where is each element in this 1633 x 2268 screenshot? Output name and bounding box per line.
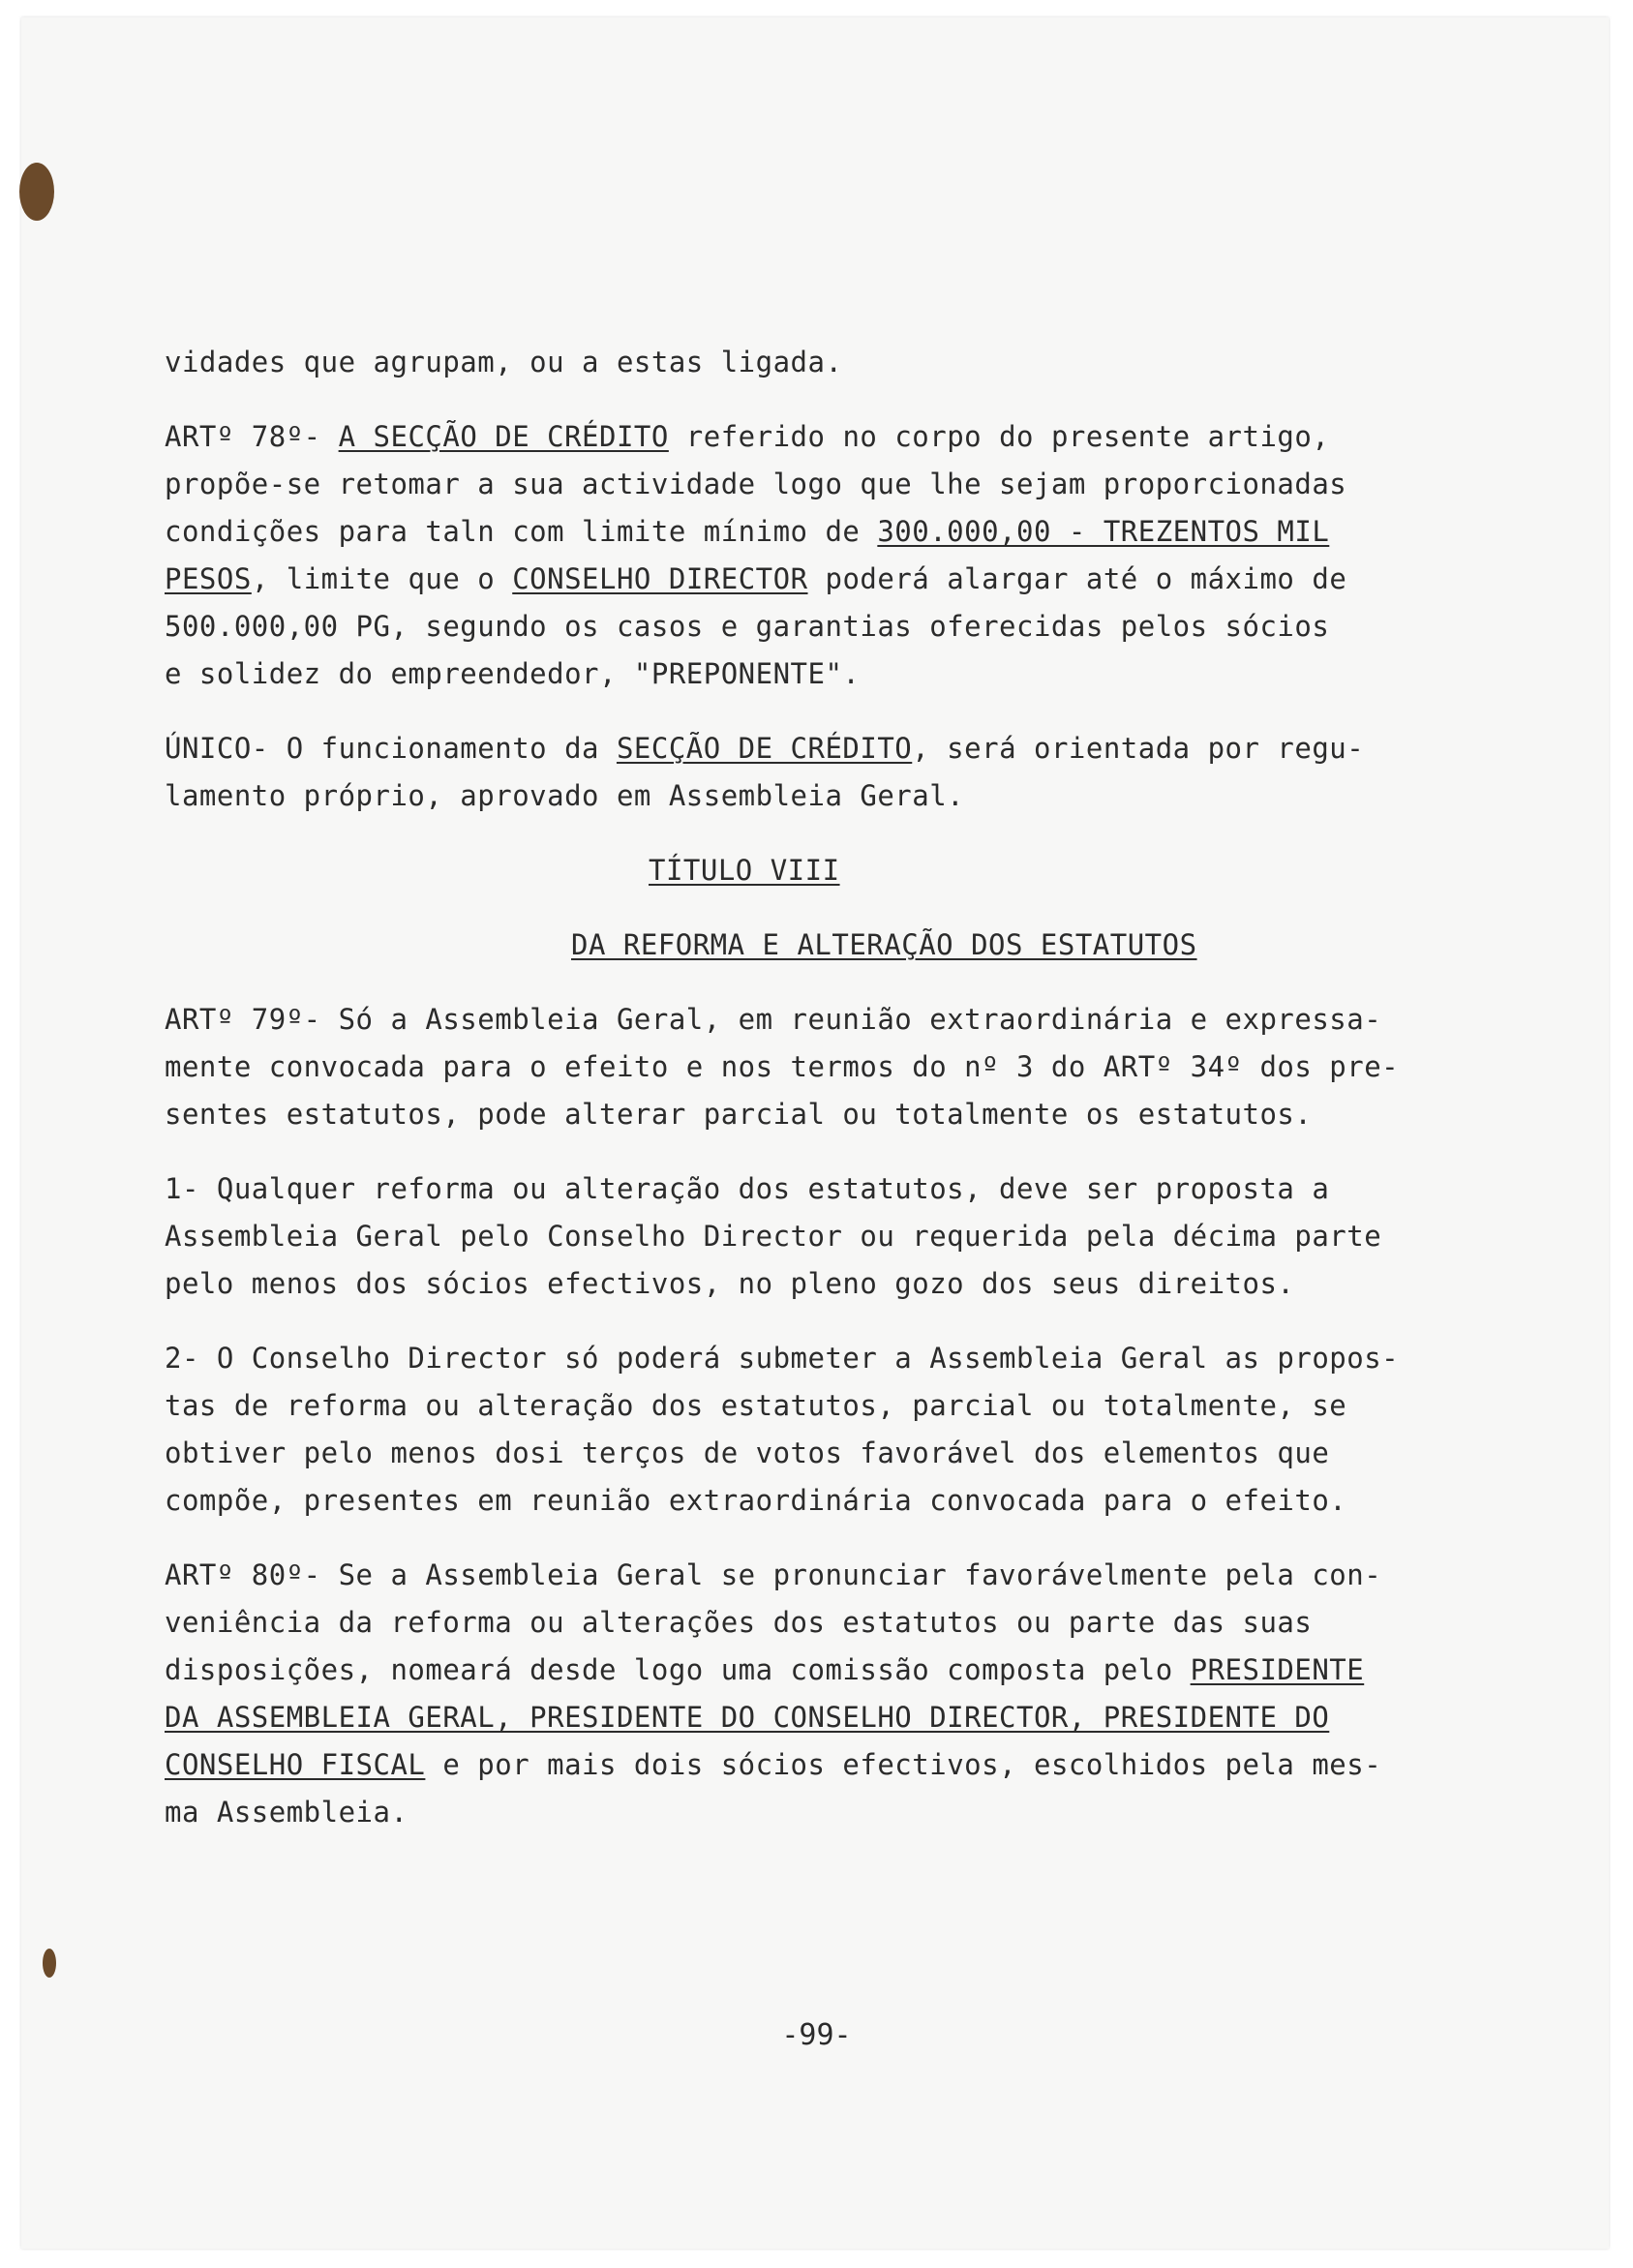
item1-line-3: pelo menos dos sócios efectivos, no pleno gozo dos seus direitos. xyxy=(165,1267,1295,1300)
art80-line-3: disposições, nomeará desde logo uma comissão composta pelo PRESIDENTE xyxy=(165,1653,1365,1686)
art80-line-4: DA ASSEMBLEIA GERAL, PRESIDENTE DO CONSELHO DIRECTOR, PRESIDENTE DO xyxy=(165,1701,1330,1734)
art78-line-1: ARTº 78º- A SECÇÃO DE CRÉDITO referido no corpo do presente artigo, xyxy=(165,420,1330,453)
item2-line-4: compõe, presentes em reunião extraordinária convocada para o efeito. xyxy=(165,1484,1347,1517)
section-title: TÍTULO VIII xyxy=(649,854,840,887)
art78-line-6: e solidez do empreendedor, "PREPONENTE". xyxy=(165,657,861,690)
item2-line-1: 2- O Conselho Director só poderá submeter a Assembleia Geral as propos- xyxy=(165,1342,1400,1375)
item2-line-3: obtiver pelo menos dosi terços de votos favorável dos elementos que xyxy=(165,1436,1330,1469)
art78-line-4: PESOS, limite que o CONSELHO DIRECTOR poderá alargar até o máximo de xyxy=(165,562,1347,595)
item2-line-2: tas de reforma ou alteração dos estatutos, parcial ou totalmente, se xyxy=(165,1389,1347,1422)
punch-hole-top xyxy=(19,163,54,221)
art79-line-2: mente convocada para o efeito e nos termos do nº 3 do ARTº 34º dos pre- xyxy=(165,1050,1400,1083)
art78-line-5: 500.000,00 PG, segundo os casos e garantias oferecidas pelos sócios xyxy=(165,610,1330,643)
item1-line-1: 1- Qualquer reforma ou alteração dos estatutos, deve ser proposta a xyxy=(165,1172,1330,1205)
art78-line-3: condições para taln com limite mínimo de 300.000,00 - TREZENTOS MIL xyxy=(165,515,1330,548)
art80-line-6: ma Assembleia. xyxy=(165,1796,408,1829)
art80-line-2: veniência da reforma ou alterações dos estatutos ou parte das suas xyxy=(165,1606,1313,1639)
unico-line-1: ÚNICO- O funcionamento da SECÇÃO DE CRÉDITO, será orientada por regu- xyxy=(165,732,1365,765)
document-body xyxy=(165,339,1529,1836)
art80-line-1: ARTº 80º- Se a Assembleia Geral se pronunciar favorávelmente pela con- xyxy=(165,1558,1382,1591)
paragraph-continuation: vidades que agrupam, ou a estas ligada. xyxy=(165,346,843,378)
art80-line-5: CONSELHO FISCAL e por mais dois sócios efectivos, escolhidos pela mes- xyxy=(165,1748,1382,1781)
item1-line-2: Assembleia Geral pelo Conselho Director ou requerida pela décima parte xyxy=(165,1220,1382,1253)
seccao-credito-heading: A SECÇÃO DE CRÉDITO xyxy=(338,420,669,453)
punch-hole-bottom xyxy=(43,1949,56,1978)
page-number: -99- xyxy=(781,2018,852,2052)
section-subtitle: DA REFORMA E ALTERAÇÃO DOS ESTATUTOS xyxy=(571,928,1197,961)
art78-line-2: propõe-se retomar a sua actividade logo que lhe sejam proporcionadas xyxy=(165,468,1347,500)
art79-line-3: sentes estatutos, pode alterar parcial ou totalmente os estatutos. xyxy=(165,1098,1313,1131)
art79-line-1: ARTº 79º- Só a Assembleia Geral, em reunião extraordinária e expressa- xyxy=(165,1003,1382,1036)
unico-line-2: lamento próprio, aprovado em Assembleia Geral. xyxy=(165,779,965,812)
